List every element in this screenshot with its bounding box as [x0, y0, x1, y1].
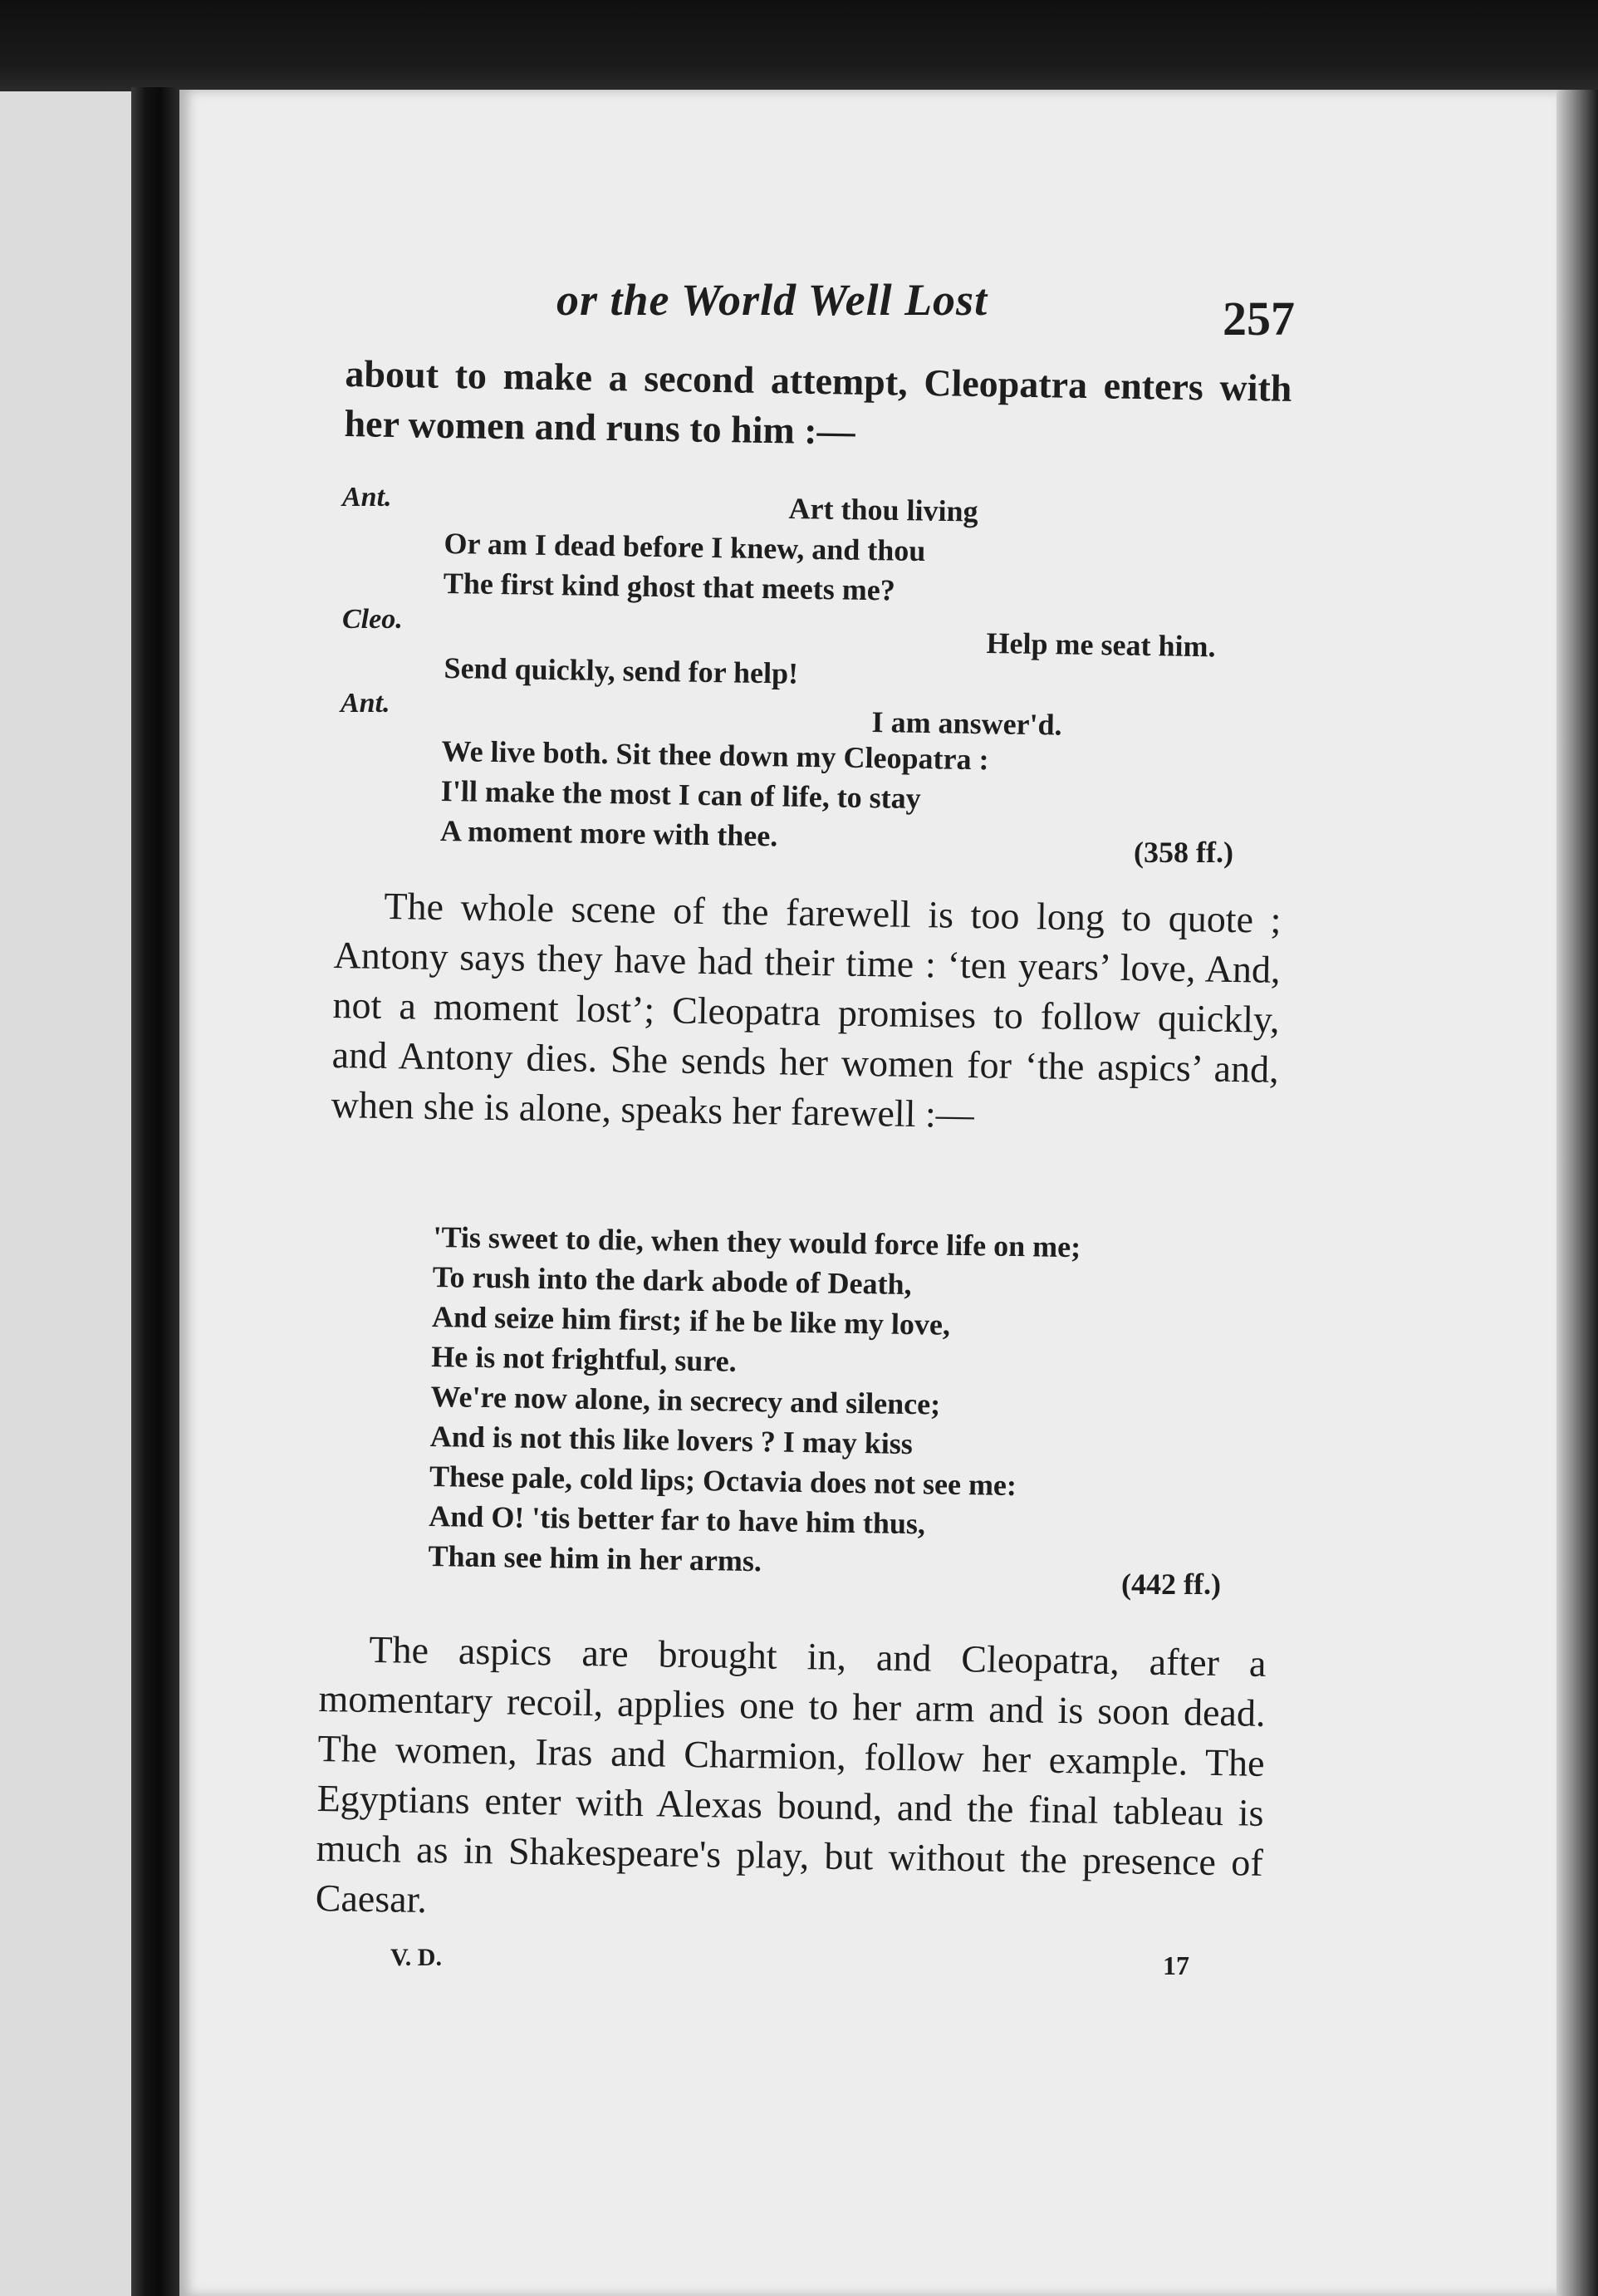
- verse-line: I am answer'd.: [871, 704, 1062, 742]
- paragraph-farewell: [331, 881, 1282, 1145]
- speaker-antony: Ant.: [342, 482, 392, 513]
- paragraph-intro: [344, 349, 1292, 464]
- verse-line: 'Tis sweet to die, when they would force life on me;: [433, 1219, 1081, 1264]
- signature-number: 17: [1163, 1950, 1189, 1980]
- scan-top-shadow: [0, 0, 1598, 91]
- verse-block: [440, 731, 989, 859]
- verse-line: Or am I dead before I knew, and thou: [444, 526, 926, 568]
- verse-line: To rush into the dark abode of Death,: [432, 1259, 912, 1302]
- verse-line: Help me seat him.: [986, 626, 1216, 664]
- page-number: 257: [1223, 292, 1295, 346]
- verse-line: Than see him in her arms.: [428, 1538, 762, 1578]
- facing-page-edge: [0, 91, 131, 2296]
- verse-line: He is not frightful, sure.: [431, 1339, 737, 1378]
- verse-line: And seize him first; if he be like my love,: [431, 1299, 951, 1342]
- verse-line: And is not this like lovers ? I may kiss: [429, 1419, 914, 1461]
- page-right-edge: [1556, 90, 1598, 2296]
- line-reference: (358 ff.): [1134, 836, 1233, 869]
- verse-line: And O! 'tis better far to have him thus,: [429, 1499, 926, 1541]
- verse-line: A moment more with thee.: [439, 813, 778, 853]
- verse-line: Art thou living: [788, 491, 978, 528]
- verse-block: [428, 1217, 1081, 1586]
- verse-block: [443, 523, 1108, 614]
- signature-mark: V. D.: [390, 1944, 442, 1971]
- verse-line: These pale, cold lips; Octavia does not see me:: [429, 1459, 1017, 1503]
- verse-line: The first kind ghost that meets me?: [443, 566, 896, 607]
- running-title: or the World Well Lost: [556, 275, 988, 325]
- paragraph-text: The aspics are brought in, and Cleopatra, after a momentary recoil, applies one to her arm and is soon dead. The women, Iras and Charmion, follow her example. The Egyptians enter with Alexas bound, and the final tableau is much as in Shakespeare's play, but without the presence of Caesar.: [315, 1627, 1267, 1921]
- paragraph-ending: [315, 1624, 1267, 1938]
- line-reference: (442 ff.): [1121, 1567, 1221, 1601]
- verse-line: I'll make the most I can of life, to stay: [440, 773, 922, 816]
- verse-line: Send quickly, send for help!: [444, 650, 799, 690]
- verse-line: We're now alone, in secrecy and silence;: [430, 1379, 941, 1421]
- speaker-antony-reply: Ant.: [341, 688, 390, 719]
- paragraph-text: The whole scene of the farewell is too long to quote ; Antony says they have had their time : ‘ten years’ love, And, not a moment lost’; Cleopatra promises to follow quickly, and Antony dies. She sends her women for ‘the aspics’ and, when she is alone, speaks her farewell :—: [331, 884, 1282, 1136]
- verse-line: We live both. Sit thee down my Cleopatra :: [441, 733, 989, 777]
- book-spine: [131, 87, 179, 2296]
- paragraph-text: about to make a second attempt, Cleopatra enters with her women and runs to him :—: [344, 351, 1292, 453]
- speaker-cleopatra: Cleo.: [342, 604, 403, 635]
